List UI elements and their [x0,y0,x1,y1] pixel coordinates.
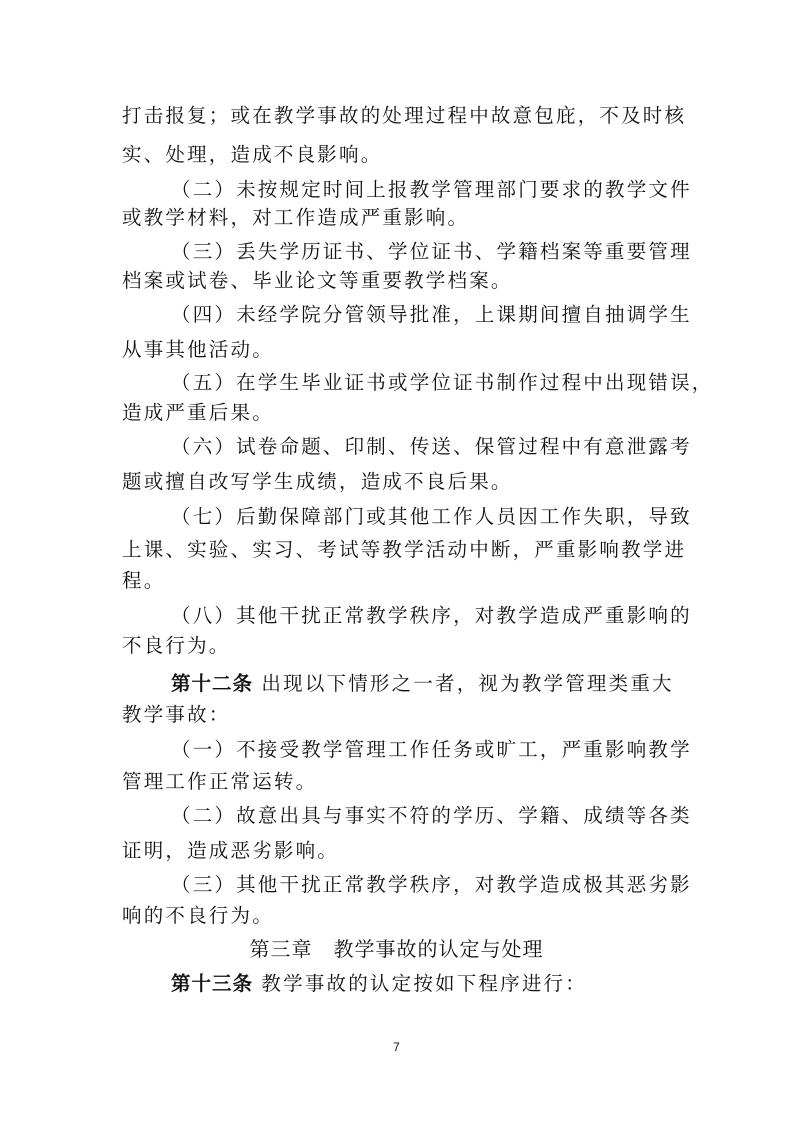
body-line: 上课、实验、实习、考试等教学活动中断，严重影响教学进 [122,538,687,561]
article-12-text: 出现以下情形之一者，视为教学管理类重大 [253,672,674,695]
body-line: 程。 [122,569,166,592]
body-line: 打击报复；或在教学事故的处理过程中故意包庇，不及时核 [122,104,687,127]
article-12-heading: 第十二条 [171,672,254,695]
body-line: （八）其他干扰正常教学秩序，对教学造成严重影响的 [171,604,692,627]
body-line: 实、处理，造成不良影响。 [122,143,383,166]
body-line: 管理工作正常运转。 [122,770,318,793]
article-12-line [171,672,674,696]
body-line: 档案或试卷、毕业论文等重要教学档案。 [122,269,513,292]
body-line: 响的不良行为。 [122,904,274,927]
body-line: （三）其他干扰正常教学秩序，对教学造成极其恶劣影 [171,873,692,896]
body-line: （三）丢失学历证书、学位证书、学籍档案等重要管理 [171,240,692,263]
article-13-line [171,972,587,996]
body-line: （七）后勤保障部门或其他工作人员因工作失职，导致 [171,505,692,528]
body-line: （四）未经学院分管领导批准，上课期间擅自抽调学生 [171,303,692,326]
page-number: 7 [393,1040,400,1054]
body-line: 教学事故： [122,703,231,726]
body-line: （五）在学生毕业证书或学位证书制作过程中出现错误， [171,371,714,394]
body-line: 或教学材料，对工作造成严重影响。 [122,206,470,229]
article-13-heading: 第十三条 [171,972,254,995]
body-line: 题或擅自改写学生成绩，造成不良后果。 [122,470,513,493]
chapter-title: 第三章 教学事故的认定与处理 [249,937,544,961]
body-line: （一）不接受教学管理工作任务或旷工，严重影响教学 [171,738,692,761]
body-line: 不良行为。 [122,634,231,657]
article-13-text: 教学事故的认定按如下程序进行： [253,972,587,995]
body-line: （六）试卷命题、印制、传送、保管过程中有意泄露考 [171,435,692,458]
body-line: （二）故意出具与事实不符的学历、学籍、成绩等各类 [171,804,692,827]
body-line: 造成严重后果。 [122,401,274,424]
body-line: 从事其他活动。 [122,338,274,361]
body-line: （二）未按规定时间上报教学管理部门要求的教学文件 [171,178,692,201]
body-line: 证明，造成恶劣影响。 [122,839,340,862]
